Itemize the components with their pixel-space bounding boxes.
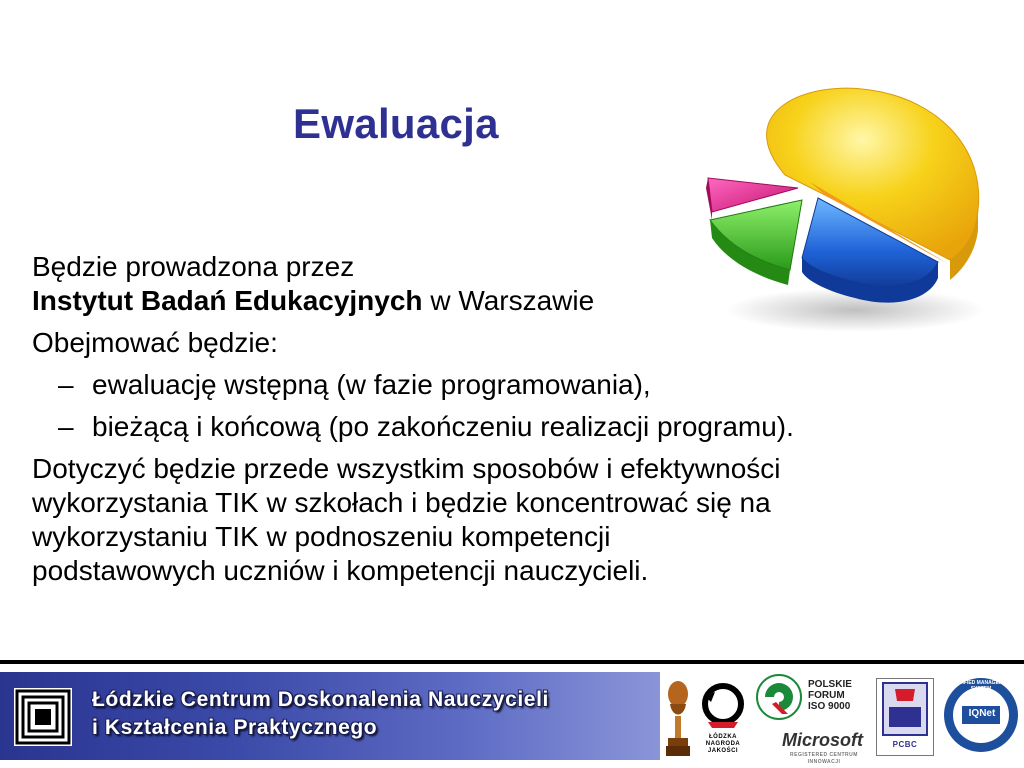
footer	[0, 664, 1024, 768]
slide-body	[32, 250, 992, 588]
paragraph-line: wykorzystania TIK w szkołach i będzie koncentrować się na	[32, 487, 771, 518]
iqnet-text: IQNet	[968, 708, 996, 719]
iqnet-logo	[942, 676, 1020, 754]
org-banner	[0, 672, 660, 760]
body-paragraph	[32, 452, 992, 588]
bullet-text: bieżącą i końcową (po zakończeniu realizacji programu).	[92, 411, 794, 442]
pcbc-icon	[877, 679, 933, 741]
microsoft-subtext: REGISTERED CENTRUM INNOWACJI	[790, 752, 858, 765]
pf-line3: ISO 9000	[808, 701, 851, 712]
org-name	[92, 686, 549, 742]
institute-location: w Warszawie	[422, 285, 595, 316]
bullet-item	[32, 368, 992, 402]
polskie-forum-logo	[756, 674, 864, 734]
paragraph-line: podstawowych uczniów i kompetencji nauczycieli.	[32, 555, 649, 586]
iqnet-ring-text: CERTIFIED MANAGEMENT SYSTEM	[948, 680, 1014, 692]
award-lza-caption: ŁÓDZKA NAGRODA JAKOŚCI	[705, 734, 741, 754]
slide-title: Ewaluacja	[293, 100, 499, 147]
bullet-dash: –	[58, 369, 74, 400]
bullet-item	[32, 410, 992, 444]
polskie-forum-icon	[756, 674, 802, 720]
bullet-dash: –	[58, 411, 74, 442]
award-trophy-icon	[662, 678, 694, 762]
pcbc-logo	[876, 678, 934, 756]
ldn-logo-icon	[14, 688, 72, 746]
bullet-text: ewaluację wstępną (w fazie programowania),	[92, 369, 651, 400]
body-line-institute	[32, 284, 992, 318]
institute-name: Instytut Badań Edukacyjnych	[32, 285, 423, 316]
org-name-line1: Łódzkie Centrum Doskonalenia Nauczycieli	[92, 688, 549, 711]
paragraph-line: wykorzystaniu TIK w podnoszeniu kompetencji	[32, 521, 611, 552]
org-name-line2: i Kształcenia Praktycznego	[92, 716, 378, 739]
pf-line1: POLSKIE	[808, 679, 852, 690]
award-lza	[700, 678, 746, 764]
pf-line2: FORUM	[808, 690, 845, 701]
body-line-intro: Będzie prowadzona przez	[32, 251, 355, 282]
microsoft-text: Microsoft	[782, 730, 863, 750]
paragraph-line: Dotyczyć będzie przede wszystkim sposobów i efektywności	[32, 453, 781, 484]
body-line-scope: Obejmować będzie:	[32, 327, 278, 358]
pcbc-text: PCBC	[892, 740, 918, 749]
award-lza-icon	[700, 678, 746, 734]
